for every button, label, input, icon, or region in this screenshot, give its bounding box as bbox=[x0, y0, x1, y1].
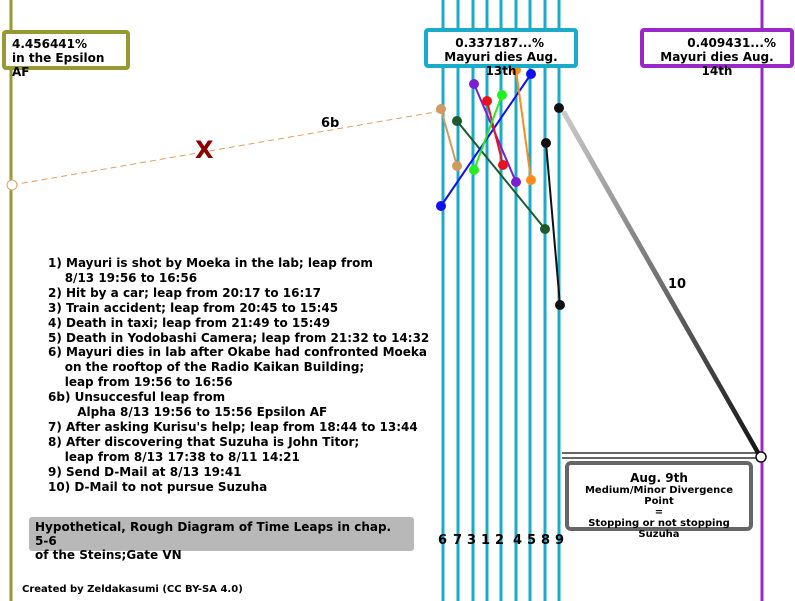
leap-7-end bbox=[452, 161, 462, 171]
caption-line-2: of the Steins;Gate VN bbox=[35, 548, 182, 562]
epsilon-divergence-value: 4.456441% bbox=[12, 37, 88, 51]
legend-item: on the rooftop of the Radio Kaikan Building; bbox=[48, 360, 365, 375]
leap-5-end bbox=[526, 175, 536, 185]
alpha-13-divergence-value: 0.337187...% bbox=[455, 36, 544, 50]
alpha-13-label: Mayuri dies Aug. 13th bbox=[444, 50, 558, 78]
legend-item: 4) Death in taxi; leap from 21:49 to 15:49 bbox=[48, 315, 331, 330]
legend-item: 6b) Unsuccesful leap from bbox=[48, 390, 226, 405]
line-number: 5 bbox=[527, 533, 537, 548]
legend-item: Alpha 8/13 19:56 to 15:56 Epsilon AF bbox=[48, 405, 328, 420]
caption-line-1: Hypothetical, Rough Diagram of Time Leaps in chap. 5-6 bbox=[35, 520, 392, 548]
legend-item: 9) Send D-Mail at 8/13 19:41 bbox=[48, 464, 242, 479]
leap-6-start bbox=[452, 116, 462, 126]
diagram-caption bbox=[29, 517, 414, 562]
line-number: 6 bbox=[438, 533, 448, 548]
divergence-point-box bbox=[565, 461, 753, 540]
legend-item: 8/13 19:56 to 16:56 bbox=[48, 270, 198, 285]
leap-10-line bbox=[560, 111, 763, 459]
leap-7-start bbox=[436, 104, 446, 114]
legend-item: 2) Hit by a car; leap from 20:17 to 16:17 bbox=[48, 285, 321, 300]
line-number: 4 bbox=[513, 533, 523, 548]
legend-item: 10) D-Mail to not pursue Suzuha bbox=[48, 479, 268, 494]
alpha-14-label: Mayuri dies Aug. 14th bbox=[660, 50, 774, 78]
alpha-14-box bbox=[640, 28, 794, 78]
leap-1-start bbox=[482, 96, 492, 106]
leap-legend bbox=[48, 256, 428, 495]
divergence-point-line bbox=[562, 453, 760, 458]
leap-6-end bbox=[540, 224, 550, 234]
leap-6b-line bbox=[12, 111, 441, 185]
leap-1-end bbox=[498, 160, 508, 170]
legend-item: 1) Mayuri is shot by Moeka in the lab; leap from bbox=[48, 256, 373, 270]
leap-2-start bbox=[497, 90, 507, 100]
line-number: 8 bbox=[541, 533, 551, 548]
legend-item: leap from 19:56 to 16:56 bbox=[48, 375, 233, 390]
leap-10-label: 10 bbox=[668, 277, 687, 292]
epsilon-attractor-field-box bbox=[2, 30, 130, 79]
divergence-equals: = bbox=[654, 507, 664, 518]
alpha-13-box bbox=[424, 28, 578, 78]
author-credit: Created by Zeldakasumi (CC BY-SA 4.0) bbox=[22, 584, 243, 595]
line-number: 1 bbox=[481, 533, 491, 548]
leap-2-end bbox=[469, 165, 479, 175]
line-number: 7 bbox=[453, 533, 463, 548]
divergence-date: Aug. 9th bbox=[630, 471, 688, 485]
line-number: 2 bbox=[495, 533, 505, 548]
dmail-9-point bbox=[554, 103, 564, 113]
leap-6b-end-point bbox=[7, 180, 17, 190]
divergence-type: Medium/Minor Divergence Point bbox=[584, 485, 734, 507]
epsilon-label: in the Epsilon AF bbox=[12, 51, 105, 79]
legend-item: 6) Mayuri dies in lab after Okabe had confronted Moeka bbox=[48, 345, 427, 360]
legend-item: leap from 8/13 17:38 to 8/11 14:21 bbox=[48, 449, 300, 464]
line-number: 3 bbox=[467, 533, 477, 548]
line-number: 9 bbox=[555, 533, 565, 548]
leap-8-start bbox=[541, 138, 551, 148]
leap-6b-label: 6b bbox=[321, 116, 340, 131]
legend-item: 5) Death in Yodobashi Camera; leap from 21:32 to 14:32 bbox=[48, 330, 430, 345]
divergence-point-marker bbox=[756, 452, 766, 462]
leap-3-end bbox=[511, 177, 521, 187]
legend-item: 8) After discovering that Suzuha is John Titor; bbox=[48, 434, 360, 449]
alpha-14-divergence-value: 0.409431...% bbox=[687, 36, 776, 50]
leap-4-end bbox=[436, 201, 446, 211]
divergence-description: Stopping or not stopping Suzuha bbox=[588, 518, 730, 540]
failed-leap-x-mark: X bbox=[195, 136, 214, 164]
leap-3-start bbox=[469, 79, 479, 89]
legend-item: 3) Train accident; leap from 20:45 to 15:45 bbox=[48, 300, 339, 315]
legend-item: 7) After asking Kurisu's help; leap from 18:44 to 13:44 bbox=[48, 419, 418, 434]
leap-8-end bbox=[555, 300, 565, 310]
